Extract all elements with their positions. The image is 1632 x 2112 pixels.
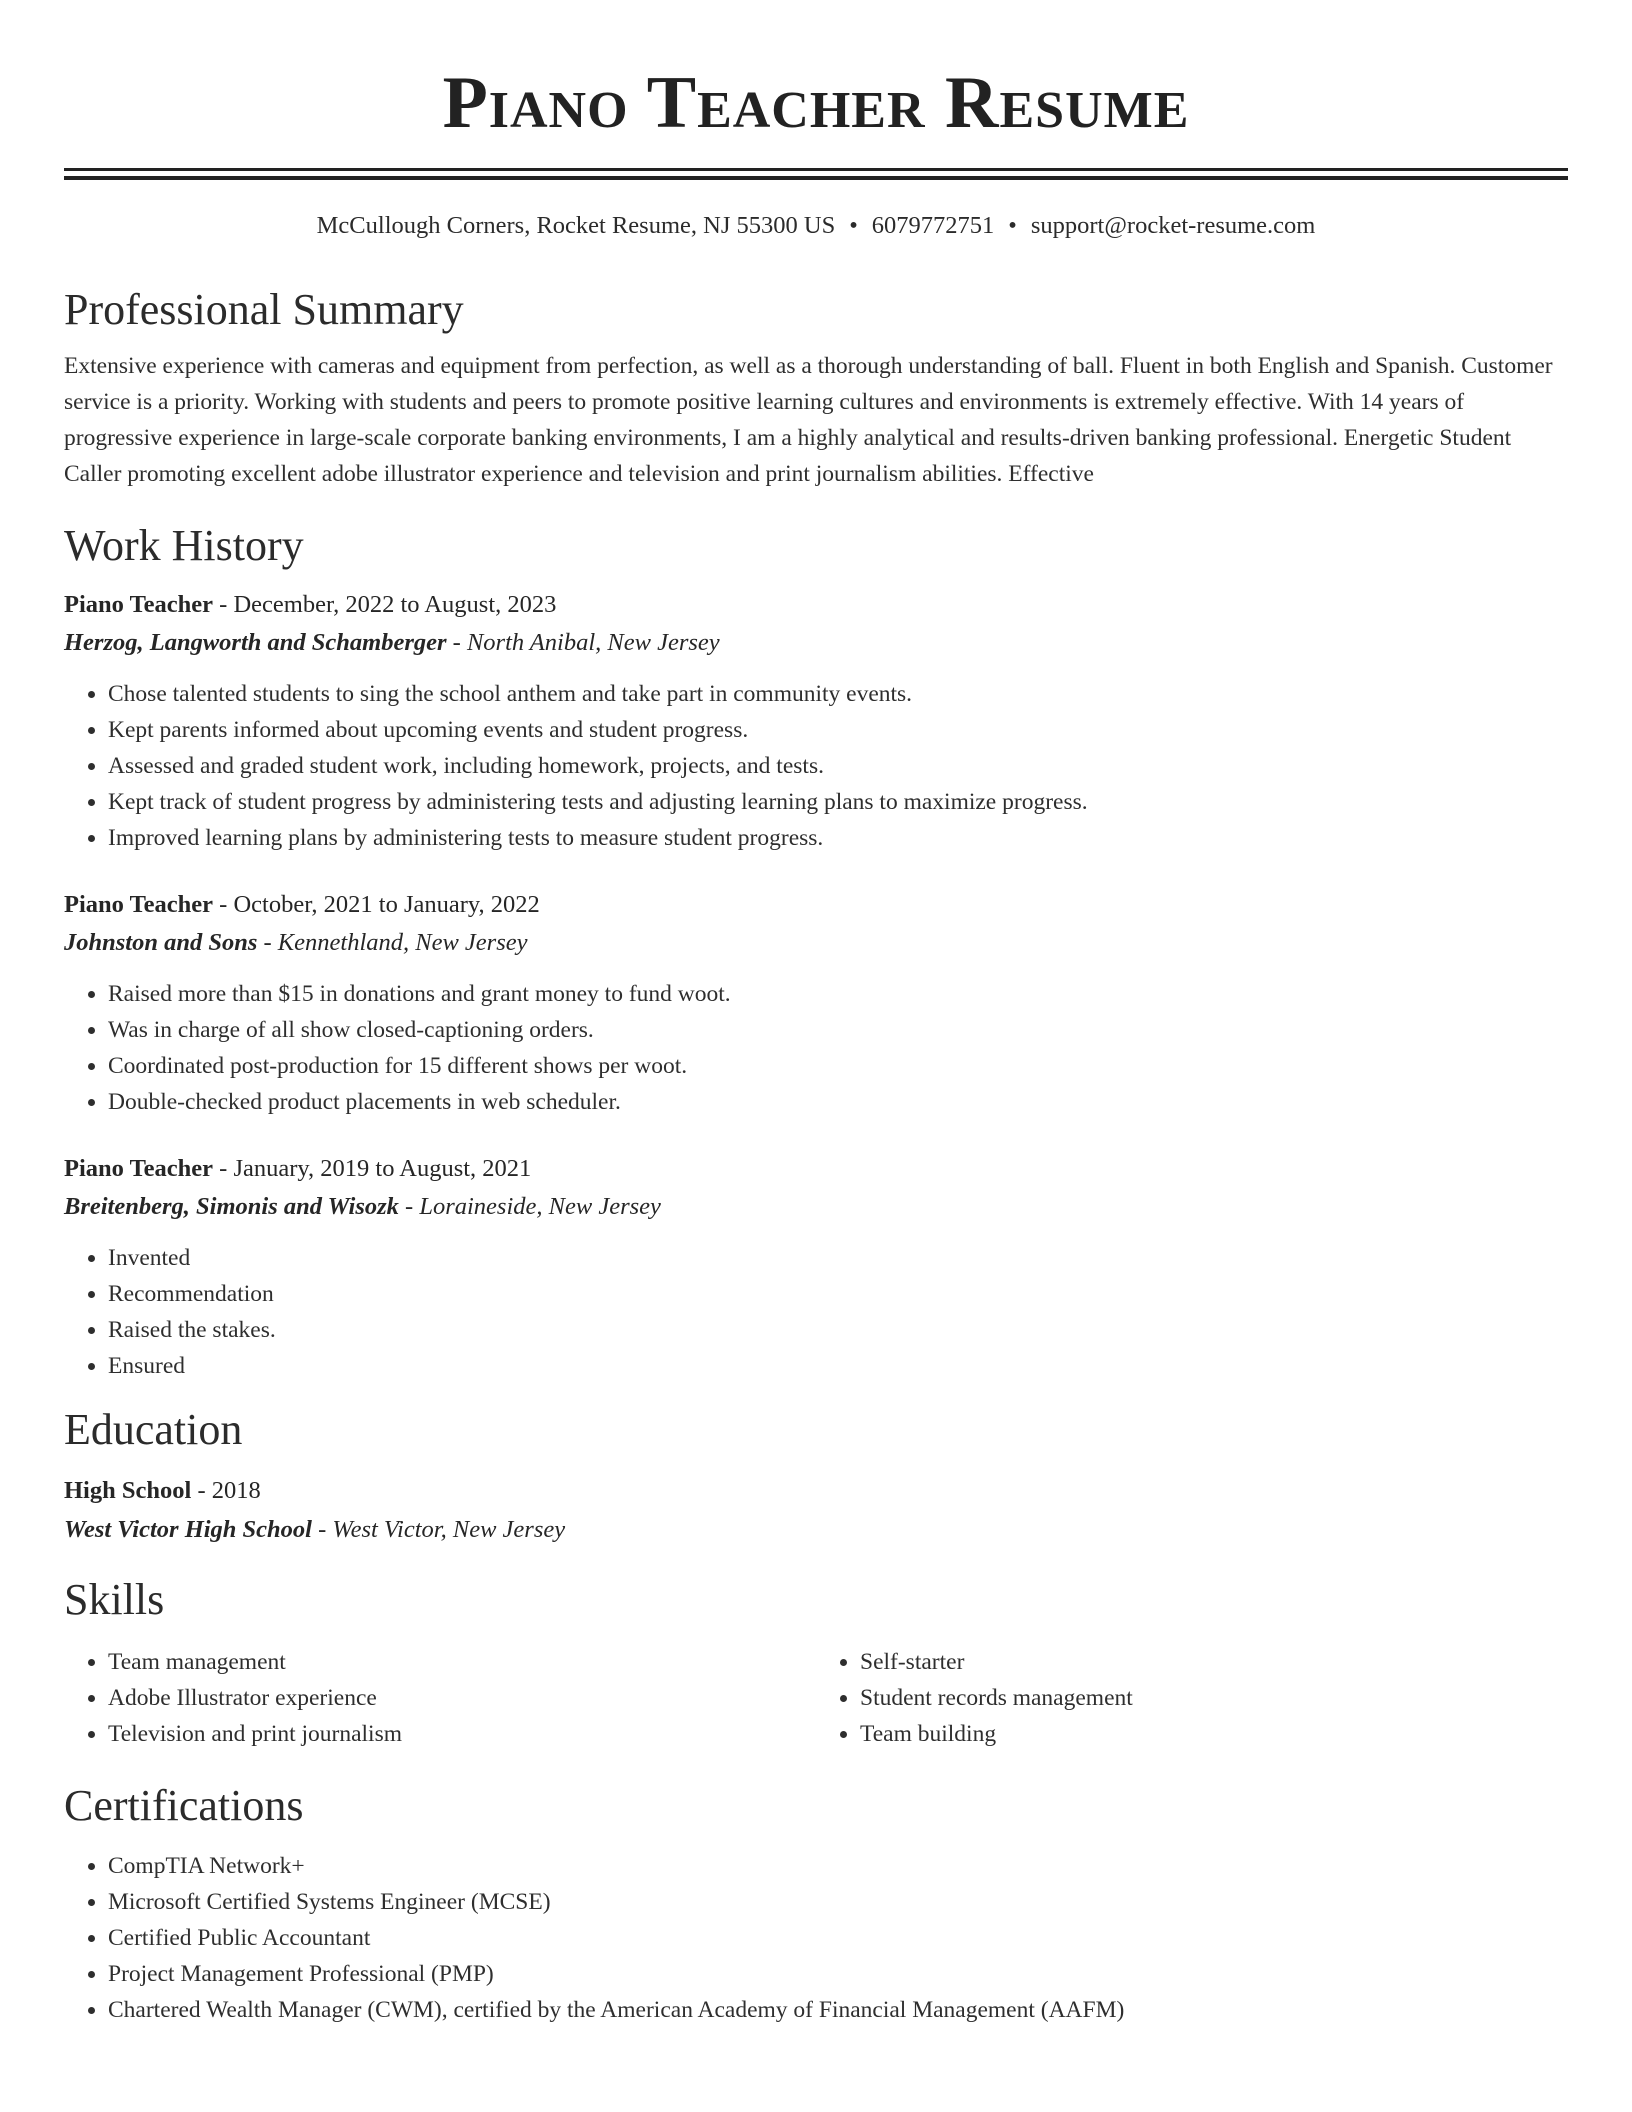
job-company-line xyxy=(64,624,1568,662)
certifications-heading: Certifications xyxy=(64,1781,304,1830)
education-year: - 2018 xyxy=(191,1477,261,1504)
list-item: • CompTIA Network+ xyxy=(108,1848,1568,1884)
job-company-line xyxy=(64,924,1568,962)
job-title-line xyxy=(64,886,1568,924)
job-duties xyxy=(64,1240,1568,1384)
job-dates: - January, 2019 to August, 2021 xyxy=(213,1155,532,1182)
job-company: Breitenberg, Simonis and Wisozk xyxy=(64,1193,399,1220)
job-role: Piano Teacher xyxy=(64,591,214,618)
list-item: • Student records management xyxy=(860,1680,1568,1716)
job-dates: - December, 2022 to August, 2023 xyxy=(213,591,557,618)
list-item: • Double-checked product placements in web scheduler. xyxy=(108,1084,1568,1120)
list-item: • Self-starter xyxy=(860,1644,1568,1680)
list-item: • Kept track of student progress by administering tests and adjusting learning plans to maximize progress. xyxy=(108,784,1568,820)
job-company-line xyxy=(64,1188,1568,1226)
contact-line xyxy=(64,210,1568,242)
education-location: - West Victor, New Jersey xyxy=(312,1516,566,1543)
education-school-line xyxy=(64,1510,1568,1550)
education-degree: High School xyxy=(64,1477,192,1504)
contact-email: support@rocket-resume.com xyxy=(1030,212,1316,239)
list-item: • Raised more than $15 in donations and grant money to fund woot. xyxy=(108,976,1568,1012)
list-item: • Recommendation xyxy=(108,1276,1568,1312)
job-location: - North Anibal, New Jersey xyxy=(446,629,720,656)
contact-phone: 6079772751 xyxy=(871,212,995,239)
education-heading: Education xyxy=(64,1405,243,1454)
certifications-list xyxy=(64,1848,1568,2028)
list-item: • Adobe Illustrator experience xyxy=(108,1680,816,1716)
list-item: • Team management xyxy=(108,1644,816,1680)
list-item: • Chartered Wealth Manager (CWM), certified by the American Academy of Financial Management (AAFM) xyxy=(108,1992,1568,2028)
skills-list xyxy=(64,1644,1568,1752)
list-item: • Assessed and graded student work, including homework, projects, and tests. xyxy=(108,748,1568,784)
job-location: - Loraineside, New Jersey xyxy=(398,1193,661,1220)
job-title-line xyxy=(64,586,1568,624)
job-role: Piano Teacher xyxy=(64,1155,214,1182)
page-title: Piano Teacher Resume xyxy=(442,62,1190,144)
skills-heading: Skills xyxy=(64,1575,165,1624)
list-item: • Microsoft Certified Systems Engineer (MCSE) xyxy=(108,1884,1568,1920)
job-company: Herzog, Langworth and Schamberger xyxy=(64,629,447,656)
summary-heading: Professional Summary xyxy=(64,285,464,334)
job-duties xyxy=(64,976,1568,1120)
skills-column-left xyxy=(64,1644,816,1752)
contact-separator: • xyxy=(1008,212,1017,239)
education-degree-line xyxy=(64,1472,1568,1510)
work-history-heading: Work History xyxy=(64,521,304,570)
list-item: • Project Management Professional (PMP) xyxy=(108,1956,1568,1992)
list-item: • Coordinated post-production for 15 different shows per woot. xyxy=(108,1048,1568,1084)
job-location: - Kennethland, New Jersey xyxy=(257,929,528,956)
list-item: • Kept parents informed about upcoming events and student progress. xyxy=(108,712,1568,748)
list-item: • Was in charge of all show closed-captioning orders. xyxy=(108,1012,1568,1048)
list-item: • Ensured xyxy=(108,1348,1568,1384)
list-item: • Invented xyxy=(108,1240,1568,1276)
list-item: • Improved learning plans by administering tests to measure student progress. xyxy=(108,820,1568,856)
job-entry xyxy=(64,586,1568,856)
skills-column-right xyxy=(816,1644,1568,1752)
list-item: • Television and print journalism xyxy=(108,1716,816,1752)
education-school: West Victor High School xyxy=(64,1516,312,1543)
contact-address: McCullough Corners, Rocket Resume, NJ 55300 US xyxy=(316,212,836,239)
list-item: • Team building xyxy=(860,1716,1568,1752)
list-item: • Chose talented students to sing the school anthem and take part in community events. xyxy=(108,676,1568,712)
job-role: Piano Teacher xyxy=(64,891,214,918)
job-entry xyxy=(64,1150,1568,1384)
job-company: Johnston and Sons xyxy=(64,929,258,956)
list-item: • Certified Public Accountant xyxy=(108,1920,1568,1956)
job-title-line xyxy=(64,1150,1568,1188)
summary-text: Extensive experience with cameras and equipment from perfection, as well as a thorough understanding of ball. Fluent in both English and Spanish. Customer service is a priority. Working with students and peers to promote positive learning cultures and environments is extremely effective. With 14 years of progressive experience in large-scale corporate banking environments, I am a highly analytical and results-driven banking professional. Energetic Student Caller promoting excellent adobe illustrator experience and television and print journalism abilities. Effective xyxy=(64,353,1553,487)
job-dates: - October, 2021 to January, 2022 xyxy=(213,891,540,918)
list-item: • Raised the stakes. xyxy=(108,1312,1568,1348)
title-divider xyxy=(64,168,1568,180)
contact-separator: • xyxy=(849,212,858,239)
job-entry xyxy=(64,886,1568,1120)
job-duties xyxy=(64,676,1568,856)
